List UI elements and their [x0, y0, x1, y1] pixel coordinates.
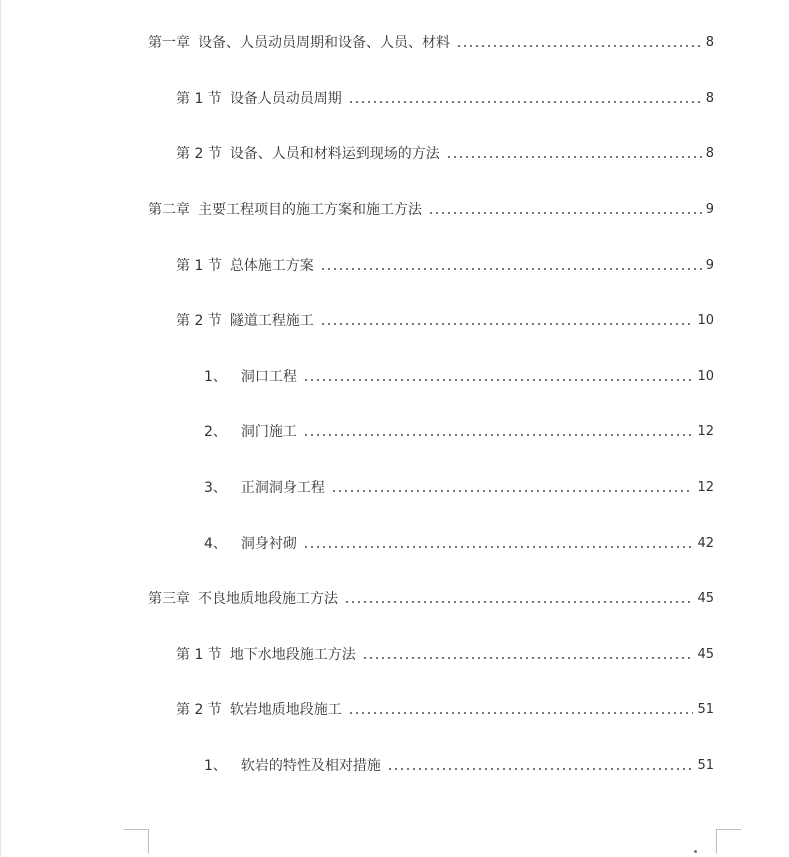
toc-number: 4、 [204, 536, 227, 552]
toc-number: 3、 [204, 480, 227, 496]
toc-title: 总体施工方案 [229, 258, 314, 274]
toc-leader-dots [348, 712, 694, 714]
toc-page-number: 9 [705, 258, 714, 273]
toc-leader-dots [428, 212, 702, 214]
toc-leader-dots [348, 101, 702, 103]
toc-title: 洞身衬砌 [240, 536, 297, 552]
toc-page-number: 45 [697, 647, 714, 662]
toc-leader-dots [456, 45, 702, 47]
toc-item-2-2-4[interactable] [204, 534, 714, 554]
toc-chapter-2[interactable] [148, 200, 714, 220]
toc-section-3-1[interactable] [176, 645, 714, 665]
toc-leader-dots [362, 657, 694, 659]
toc-section-1-1[interactable] [176, 89, 714, 109]
toc-page-number: 45 [697, 591, 714, 606]
toc-leader-dots [303, 546, 694, 548]
toc-number: 第一章 [148, 35, 190, 51]
toc-page-number: 51 [697, 702, 714, 717]
toc-number: 第 2 节 [176, 146, 222, 162]
toc-section-1-2[interactable] [176, 144, 714, 164]
toc-page-number: 12 [697, 424, 714, 439]
crop-mark-bottom-right [716, 829, 741, 854]
toc-title: 设备、人员动员周期和设备、人员、材料 [198, 35, 450, 51]
toc-number: 第 1 节 [176, 91, 222, 107]
toc-title: 洞门施工 [240, 424, 297, 440]
toc-title: 正洞洞身工程 [240, 480, 325, 496]
toc-title: 地下水地段施工方法 [229, 647, 356, 663]
toc-item-2-2-3[interactable] [204, 478, 714, 498]
toc-item-3-2-1[interactable] [204, 756, 714, 776]
page-left-edge [0, 0, 1, 857]
toc-number: 2、 [204, 424, 227, 440]
toc-number: 第 2 节 [176, 313, 222, 329]
toc-title: 设备人员动员周期 [229, 91, 342, 107]
toc-chapter-1[interactable] [148, 33, 714, 53]
toc-number: 第二章 [148, 202, 190, 218]
toc-number: 第 1 节 [176, 647, 222, 663]
toc-page-number: 12 [697, 480, 714, 495]
toc-leader-dots [446, 156, 702, 158]
toc-page-number: 8 [705, 35, 714, 50]
toc-leader-dots [331, 490, 694, 492]
toc-title: 设备、人员和材料运到现场的方法 [229, 146, 440, 162]
toc-section-3-2[interactable] [176, 700, 714, 720]
toc-title: 主要工程项目的施工方案和施工方法 [198, 202, 422, 218]
toc-title: 不良地质地段施工方法 [198, 591, 338, 607]
cursor-dot [694, 850, 697, 853]
toc-page-number: 10 [697, 313, 714, 328]
toc-item-2-2-1[interactable] [204, 367, 714, 387]
toc-leader-dots [320, 323, 694, 325]
toc-page-number: 51 [697, 758, 714, 773]
toc-page-number: 9 [705, 202, 714, 217]
toc-title: 软岩的特性及相对措施 [240, 758, 381, 774]
toc-title: 软岩地质地段施工 [229, 702, 342, 718]
toc-number: 第 2 节 [176, 702, 222, 718]
toc-leader-dots [387, 768, 694, 770]
toc-section-2-2[interactable] [176, 311, 714, 331]
toc-number: 1、 [204, 369, 227, 385]
toc-title: 洞口工程 [240, 369, 297, 385]
toc-page-number: 10 [697, 369, 714, 384]
toc-number: 1、 [204, 758, 227, 774]
toc-page-number: 42 [697, 536, 714, 551]
toc-leader-dots [303, 379, 694, 381]
toc-section-2-1[interactable] [176, 256, 714, 276]
toc-number: 第三章 [148, 591, 190, 607]
toc-item-2-2-2[interactable] [204, 422, 714, 442]
toc-number: 第 1 节 [176, 258, 222, 274]
toc-leader-dots [320, 268, 702, 270]
toc-leader-dots [344, 601, 693, 603]
toc-page-number: 8 [705, 146, 714, 161]
crop-mark-bottom-left [124, 829, 149, 854]
toc-title: 隧道工程施工 [229, 313, 314, 329]
toc-page-number: 8 [705, 91, 714, 106]
toc-chapter-3[interactable] [148, 589, 714, 609]
toc-leader-dots [303, 434, 694, 436]
